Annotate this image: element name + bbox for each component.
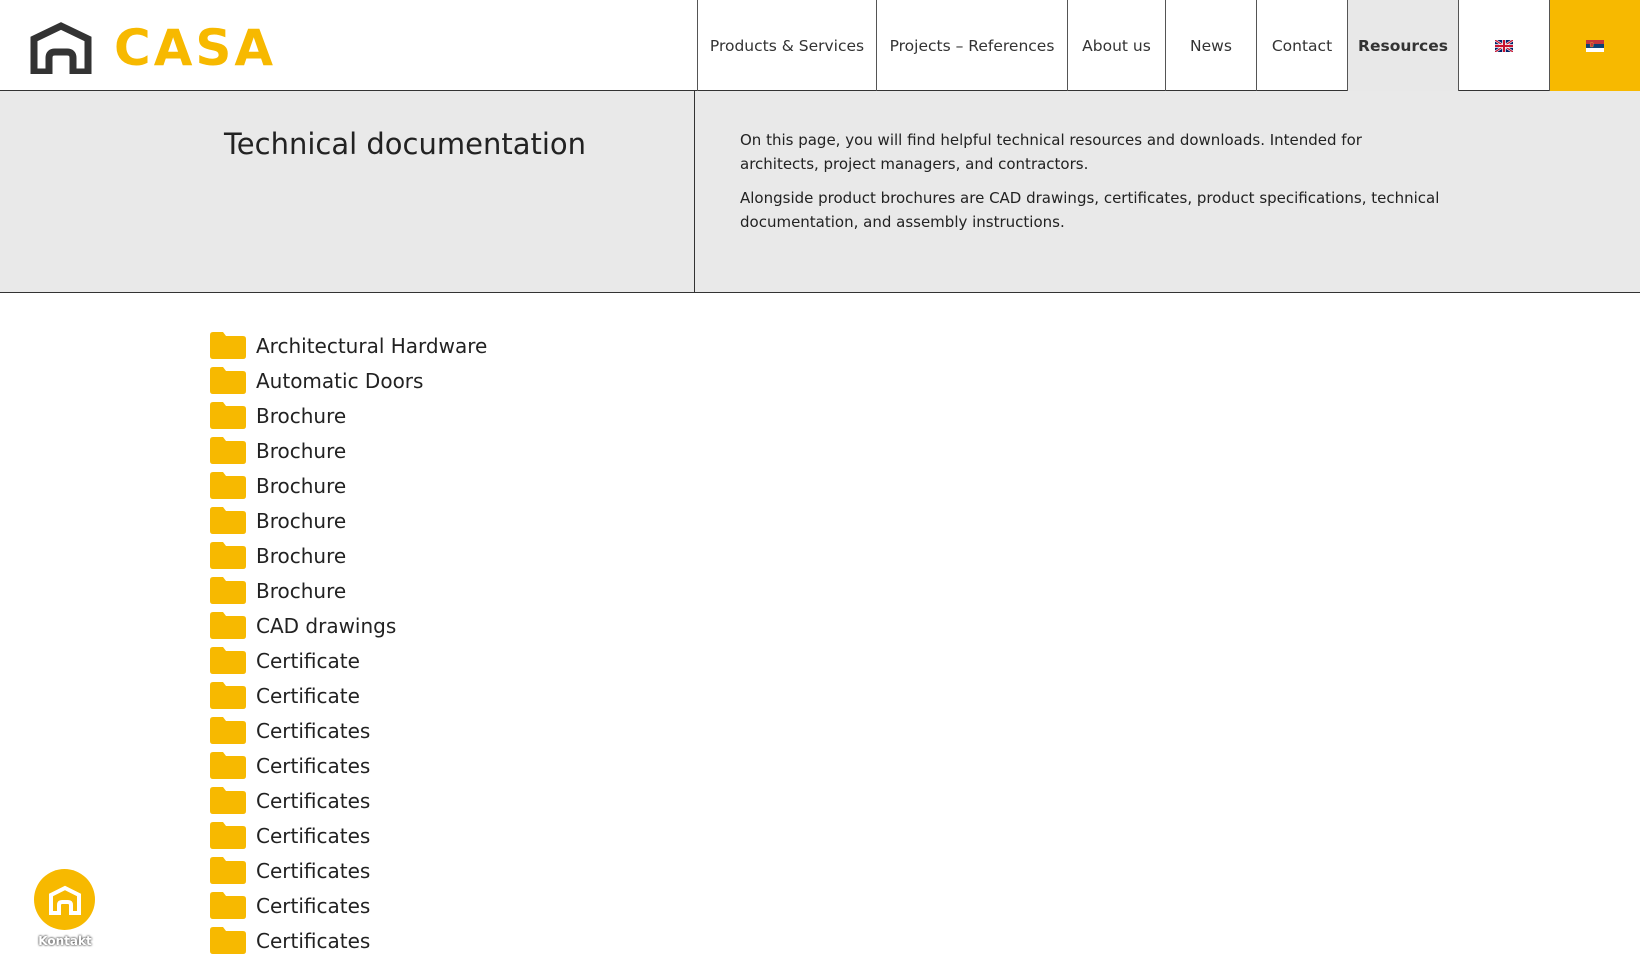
nav-news[interactable] <box>1165 0 1256 91</box>
folder-label: Automatic Doors <box>256 368 424 393</box>
folder-item[interactable] <box>210 573 487 608</box>
folder-icon <box>210 752 246 779</box>
folder-item[interactable] <box>210 433 487 468</box>
folder-label: Certificates <box>256 753 371 778</box>
folder-item[interactable] <box>210 538 487 573</box>
folder-label: Certificates <box>256 823 371 848</box>
intro-paragraph: On this page, you will find helpful technical resources and downloads. Intended for architects, project managers, and contractors. <box>740 131 1362 173</box>
folder-icon <box>210 437 246 464</box>
folder-item[interactable] <box>210 363 487 398</box>
folder-item[interactable] <box>210 783 487 818</box>
folder-icon <box>210 857 246 884</box>
folder-icon <box>210 822 246 849</box>
nav-label: Products & Services <box>709 36 865 55</box>
contact-fab-label: Kontakt <box>38 934 92 948</box>
casa-logo[interactable] <box>30 19 277 77</box>
folder-label: Brochure <box>256 403 347 428</box>
folder-icon <box>210 507 246 534</box>
folder-icon <box>210 542 246 569</box>
folder-icon <box>210 717 246 744</box>
folder-icon <box>210 577 246 604</box>
nav-label: News <box>1190 36 1232 55</box>
folder-label: Brochure <box>256 438 347 463</box>
folder-label: Certificates <box>256 718 371 743</box>
folder-item[interactable] <box>210 923 487 958</box>
folder-label: Certificates <box>256 893 371 918</box>
nav-label: Resources <box>1358 36 1448 55</box>
nav-projects-references[interactable] <box>876 0 1067 91</box>
folder-icon <box>210 612 246 639</box>
lang-english[interactable] <box>1458 0 1549 91</box>
folder-icon <box>210 787 246 814</box>
folder-icon <box>210 647 246 674</box>
folder-icon <box>210 892 246 919</box>
folder-icon <box>210 472 246 499</box>
folder-item[interactable] <box>210 468 487 503</box>
folder-label: Brochure <box>256 473 347 498</box>
folder-item[interactable] <box>210 713 487 748</box>
folder-label: Brochure <box>256 578 347 603</box>
folder-label: Certificate <box>256 648 360 673</box>
folder-item[interactable] <box>210 608 487 643</box>
house-logo-icon <box>30 22 92 74</box>
nav-products-services[interactable] <box>697 0 876 91</box>
folder-label: Certificates <box>256 788 371 813</box>
nav-label: Contact <box>1271 36 1333 55</box>
nav-contact[interactable] <box>1256 0 1347 91</box>
site-header <box>0 0 1640 91</box>
nav-label: Projects – References <box>889 36 1055 55</box>
main-nav <box>697 0 1640 91</box>
folder-label: Brochure <box>256 543 347 568</box>
folder-icon <box>210 682 246 709</box>
house-icon <box>48 885 82 915</box>
folder-item[interactable] <box>210 853 487 888</box>
folder-label: Brochure <box>256 508 347 533</box>
folder-item[interactable] <box>210 328 487 363</box>
folder-label: Architectural Hardware <box>256 333 488 358</box>
intro-description <box>740 128 1440 234</box>
folder-label: Certificates <box>256 858 371 883</box>
folder-list <box>210 328 487 958</box>
nav-label: About us <box>1082 36 1151 55</box>
intro-section <box>0 91 1640 293</box>
uk-flag-icon <box>1495 40 1513 52</box>
folder-item[interactable] <box>210 398 487 433</box>
page-title: Technical documentation <box>224 127 587 161</box>
folder-item[interactable] <box>210 818 487 853</box>
folder-item[interactable] <box>210 643 487 678</box>
lang-serbian[interactable] <box>1549 0 1640 91</box>
folder-label: Certificate <box>256 683 360 708</box>
folder-item[interactable] <box>210 678 487 713</box>
folder-label: Certificates <box>256 928 371 953</box>
folder-icon <box>210 332 246 359</box>
intro-paragraph: Alongside product brochures are CAD drawings, certificates, product specifications, technical documentation, and assembly instructions. <box>740 189 1440 231</box>
intro-divider <box>694 91 695 292</box>
folder-label: CAD drawings <box>256 613 397 638</box>
contact-fab[interactable] <box>34 869 96 948</box>
folder-item[interactable] <box>210 748 487 783</box>
brand-name: CASA <box>114 19 277 77</box>
contact-fab-button[interactable] <box>34 869 95 930</box>
folder-icon <box>210 367 246 394</box>
folder-item[interactable] <box>210 888 487 923</box>
folder-icon <box>210 402 246 429</box>
serbia-flag-icon <box>1586 40 1604 52</box>
nav-about-us[interactable] <box>1067 0 1165 91</box>
nav-resources[interactable] <box>1347 0 1458 91</box>
folder-item[interactable] <box>210 503 487 538</box>
folder-icon <box>210 927 246 954</box>
